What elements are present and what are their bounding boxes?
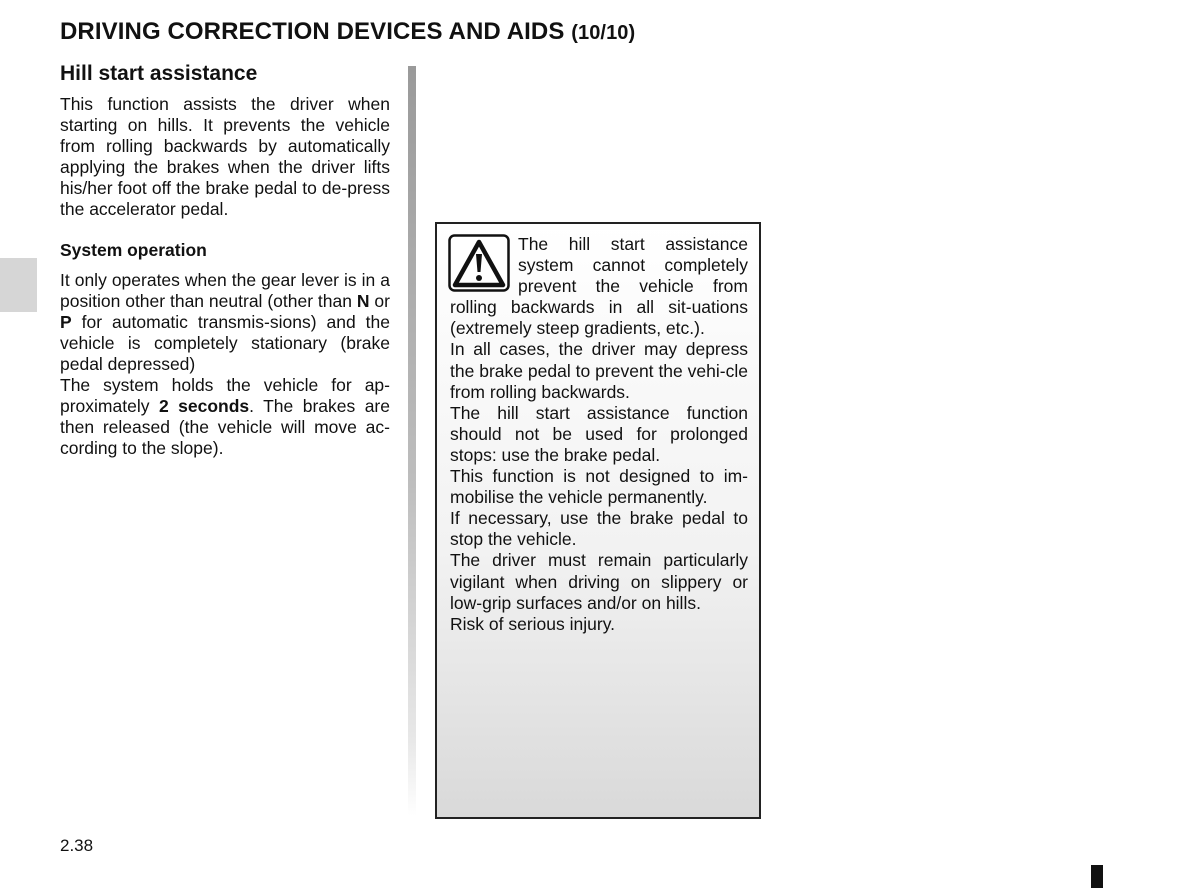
section-title: Hill start assistance <box>60 62 258 85</box>
warning-text-1: The hill start assistance system cannot completely prevent the vehicle from rolling backwards in all sit-uations (extremely steep gradients, etc.). <box>450 234 748 339</box>
hold-text: . The brakes are then released (the vehicle will move ac-cording to the slope). <box>60 396 390 459</box>
warning-text-3: The hill start assistance function should not be used for prolonged stops: use the brake pedal. <box>450 402 748 465</box>
hold-paragraph <box>60 375 390 459</box>
title-page-indicator: (10/10) <box>571 22 636 44</box>
left-column <box>60 60 390 459</box>
warning-text-2: In all cases, the driver may depress the brake pedal to prevent the vehi-cle from rolling backwards. <box>450 339 748 402</box>
warning-text-6: The driver must remain particularly vigilant when driving on slippery or low-grip surfaces and/or on hills. <box>450 550 748 613</box>
operation-paragraph <box>60 270 390 375</box>
corner-mark <box>1091 865 1103 888</box>
page-title <box>60 18 635 46</box>
warning-triangle-icon <box>448 234 510 292</box>
chapter-tab <box>0 258 37 312</box>
intro-paragraph: This function assists the driver when starting on hills. It prevents the vehicle from rolling backwards by automatically applying the brakes when the driver lifts his/her foot off the brake pedal to de-press the accelerator pedal. <box>60 94 390 220</box>
column-divider <box>408 66 416 816</box>
title-text: DRIVING CORRECTION DEVICES AND AIDS <box>60 18 565 45</box>
warning-text-7: Risk of serious injury. <box>450 613 616 634</box>
warning-text-5: If necessary, use the brake pedal to stop the vehicle. <box>450 508 748 550</box>
operation-text: for automatic transmis-sions) and the vehicle is completely stationary (brake pedal depressed) <box>60 311 390 374</box>
hold-duration: 2 seconds <box>158 396 250 417</box>
warning-text-4: This function is not designed to im-mobilise the vehicle permanently. <box>450 466 748 508</box>
warning-box <box>435 222 761 819</box>
subheading-system-operation: System operation <box>60 239 207 260</box>
gear-n: N <box>356 290 370 311</box>
hold-text: The system holds the vehicle for ap-proximately <box>60 375 390 417</box>
operation-text: It only operates when the gear lever is in a position other than neutral (other than <box>60 269 390 311</box>
gear-p: P <box>60 311 72 332</box>
operation-text: or <box>369 290 390 311</box>
page-number: 2.38 <box>60 836 94 855</box>
